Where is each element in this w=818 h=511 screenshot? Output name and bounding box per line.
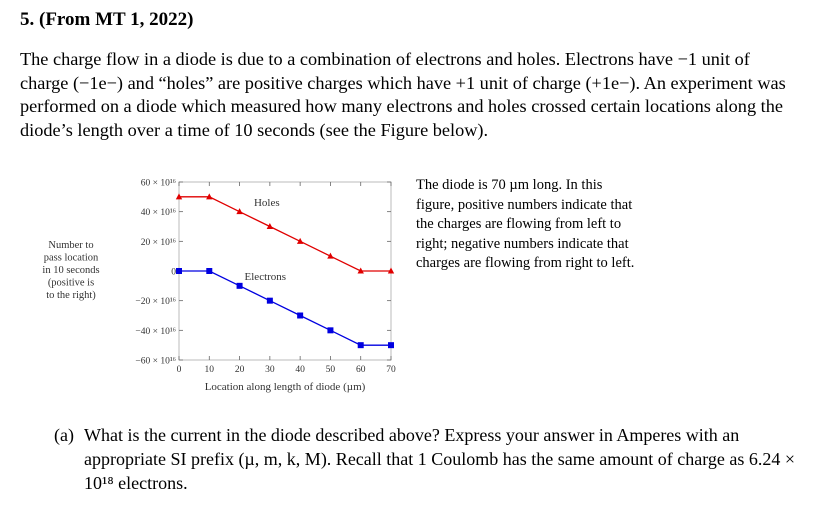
y-tick-label: −20 × 10¹⁶ xyxy=(135,297,176,308)
x-axis-label: Location along length of diode (µm) xyxy=(204,381,366,393)
series-label-holes: Holes xyxy=(253,196,280,209)
y-tick-label: 40 × 10¹⁶ xyxy=(140,208,176,219)
diode-side-note: The diode is 70 µm long. In this figure, positive numbers indicate that the charges are flowing from left to right; negative numbers indicate that charges are flowing from right to left. xyxy=(416,177,635,271)
data-point-electrons xyxy=(388,342,394,348)
question-label: (a) xyxy=(54,425,74,445)
y-tick-label: −40 × 10¹⁶ xyxy=(135,326,176,337)
y-tick-label: −60 × 10¹⁶ xyxy=(135,356,176,367)
x-tick-label: 0 xyxy=(176,365,182,375)
question-a xyxy=(54,423,804,495)
data-point-electrons xyxy=(206,268,212,274)
x-tick-label: 60 xyxy=(355,365,366,375)
data-point-electrons xyxy=(358,342,364,348)
y-tick-label: 0 xyxy=(171,267,176,278)
problem-intro: The charge flow in a diode is due to a combination of electrons and holes. Electrons have −1 unit of charge (−1e−) and “holes” are positive charges which have +1 unit of charge (+1e−). An experiment was performed on a diode which measured how many electrons and holes crossed certain locations along the diode’s length over a time of 10 seconds (see the Figure below). xyxy=(20,49,786,140)
data-point-electrons xyxy=(267,298,273,304)
y-axis-label-line: to the right) xyxy=(46,290,96,301)
x-tick-label: 40 xyxy=(295,365,305,375)
data-point-electrons xyxy=(176,268,182,274)
y-axis-label-line: (positive is xyxy=(47,277,95,289)
problem-heading: 5. (From MT 1, 2022) xyxy=(20,9,194,30)
x-tick-label: 10 xyxy=(204,365,215,375)
y-axis-label-line: in 10 seconds xyxy=(42,265,100,276)
x-tick-label: 70 xyxy=(386,365,396,375)
data-point-electrons xyxy=(237,283,243,289)
data-point-electrons xyxy=(297,313,303,319)
y-tick-label: 20 × 10¹⁶ xyxy=(140,237,176,248)
y-axis-label-line: Number to xyxy=(48,240,94,251)
x-tick-label: 30 xyxy=(265,365,275,375)
series-label-electrons: Electrons xyxy=(244,270,287,283)
data-point-electrons xyxy=(327,327,333,333)
x-tick-label: 50 xyxy=(325,365,336,375)
question-text: What is the current in the diode described above? Express your answer in Amperes with an appropriate SI prefix (µ, m, k, M). Recall that 1 Coulomb has the same amount of charge as 6.24 × 10¹⁸ electrons. xyxy=(84,425,796,493)
charge-flow-chart xyxy=(0,160,420,405)
y-axis-label-line: pass location xyxy=(43,252,99,264)
series-line-holes xyxy=(179,197,391,271)
x-tick-label: 20 xyxy=(234,365,245,375)
y-tick-label: 60 × 10¹⁶ xyxy=(140,178,176,189)
